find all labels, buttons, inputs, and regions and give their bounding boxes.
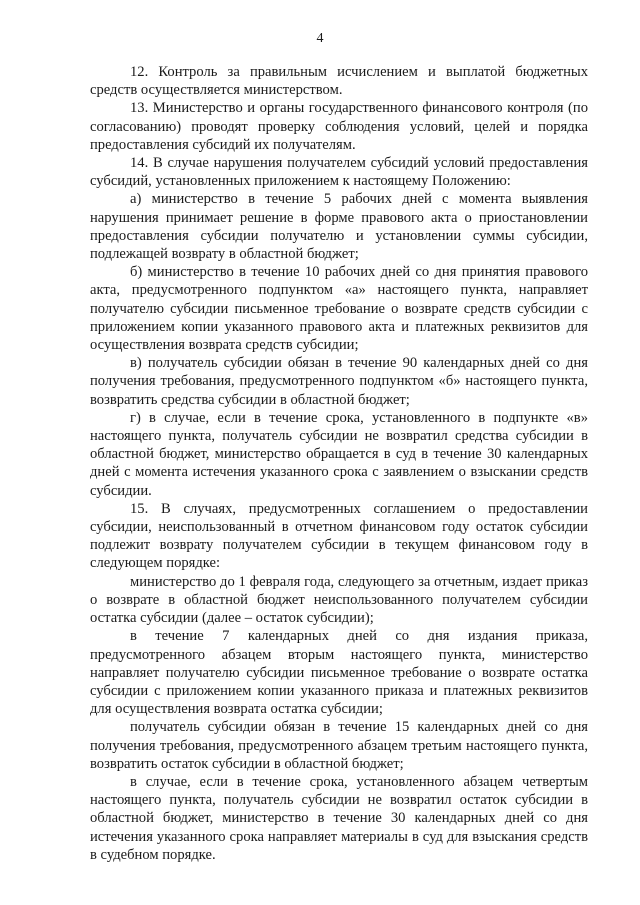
paragraph-14-a: а) министерство в течение 5 рабочих дней с момента выявления нарушения принимает решение в форме правового акта о приостановлении предоставления субсидии получателю и установлении суммы субсидии, подлежащей возврату в областной бюджет;	[90, 191, 588, 263]
paragraph-14-g: г) в случае, если в течение срока, установленного в подпункте «в» настоящего пункта, получатель субсидии не возвратил средства субсидии в областной бюджет, министерство обращается в суд в течение 30 календарных дней с момента истечения указанного срока с заявлением о взыскании средств субсидии.	[90, 409, 588, 499]
paragraph-12: 12. Контроль за правильным исчислением и выплатой бюджетных средств осуществляется министерством.	[90, 64, 588, 99]
paragraph-15-abz-3: в течение 7 календарных дней со дня издания приказа, предусмотренного абзацем вторым настоящего пункта, министерство направляет получателю субсидии письменное требование о возврате остатка субсидии с приложением копии указанного приказа и платежных реквизитов для осуществления возврата остатка субсидии;	[90, 628, 588, 718]
paragraph-14: 14. В случае нарушения получателем субсидий условий предоставления субсидий, установленных приложением к настоящему Положению:	[90, 155, 588, 190]
paragraph-13: 13. Министерство и органы государственного финансового контроля (по согласованию) проводят проверку соблюдения условий, целей и порядка предоставления субсидий их получателям.	[90, 100, 588, 153]
document-body	[90, 63, 588, 864]
paragraph-15-abz-5: в случае, если в течение срока, установленного абзацем четвертым настоящего пункта, получатель субсидии не возвратил остаток субсидии в областной бюджет, министерство в течение 30 календарных дней со дня истечения указанного срока направляет материалы в суд для взыскания средств в судебном порядке.	[90, 773, 588, 863]
paragraph-15-abz-4: получатель субсидии обязан в течение 15 календарных дней со дня получения требования, предусмотренного абзацем третьим настоящего пункта, возвратить остаток субсидии в областной бюджет;	[90, 719, 588, 772]
paragraph-14-b: б) министерство в течение 10 рабочих дней со дня принятия правового акта, предусмотренного подпунктом «а» настоящего пункта, направляет получателю субсидии письменное требование о возврате средств субсидии с приложением копии указанного правового акта и платежных реквизитов для осуществления возврата средств субсидии;	[90, 264, 588, 354]
page-number: 4	[316, 31, 324, 46]
paragraph-14-v: в) получатель субсидии обязан в течение 90 календарных дней со дня получения требования, предусмотренного подпунктом «б» настоящего пункта, возвратить средства субсидии в областной бюджет;	[90, 355, 588, 408]
paragraph-15-abz-2: министерство до 1 февраля года, следующего за отчетным, издает приказ о возврате в областной бюджет неиспользованного получателем субсидии остатка субсидии (далее – остаток субсидии);	[90, 573, 588, 627]
paragraph-15: 15. В случаях, предусмотренных соглашением о предоставлении субсидии, неиспользованный в отчетном финансовом году остаток субсидии подлежит возврату получателем субсидии в текущем финансовом году в следующем порядке:	[90, 500, 588, 572]
